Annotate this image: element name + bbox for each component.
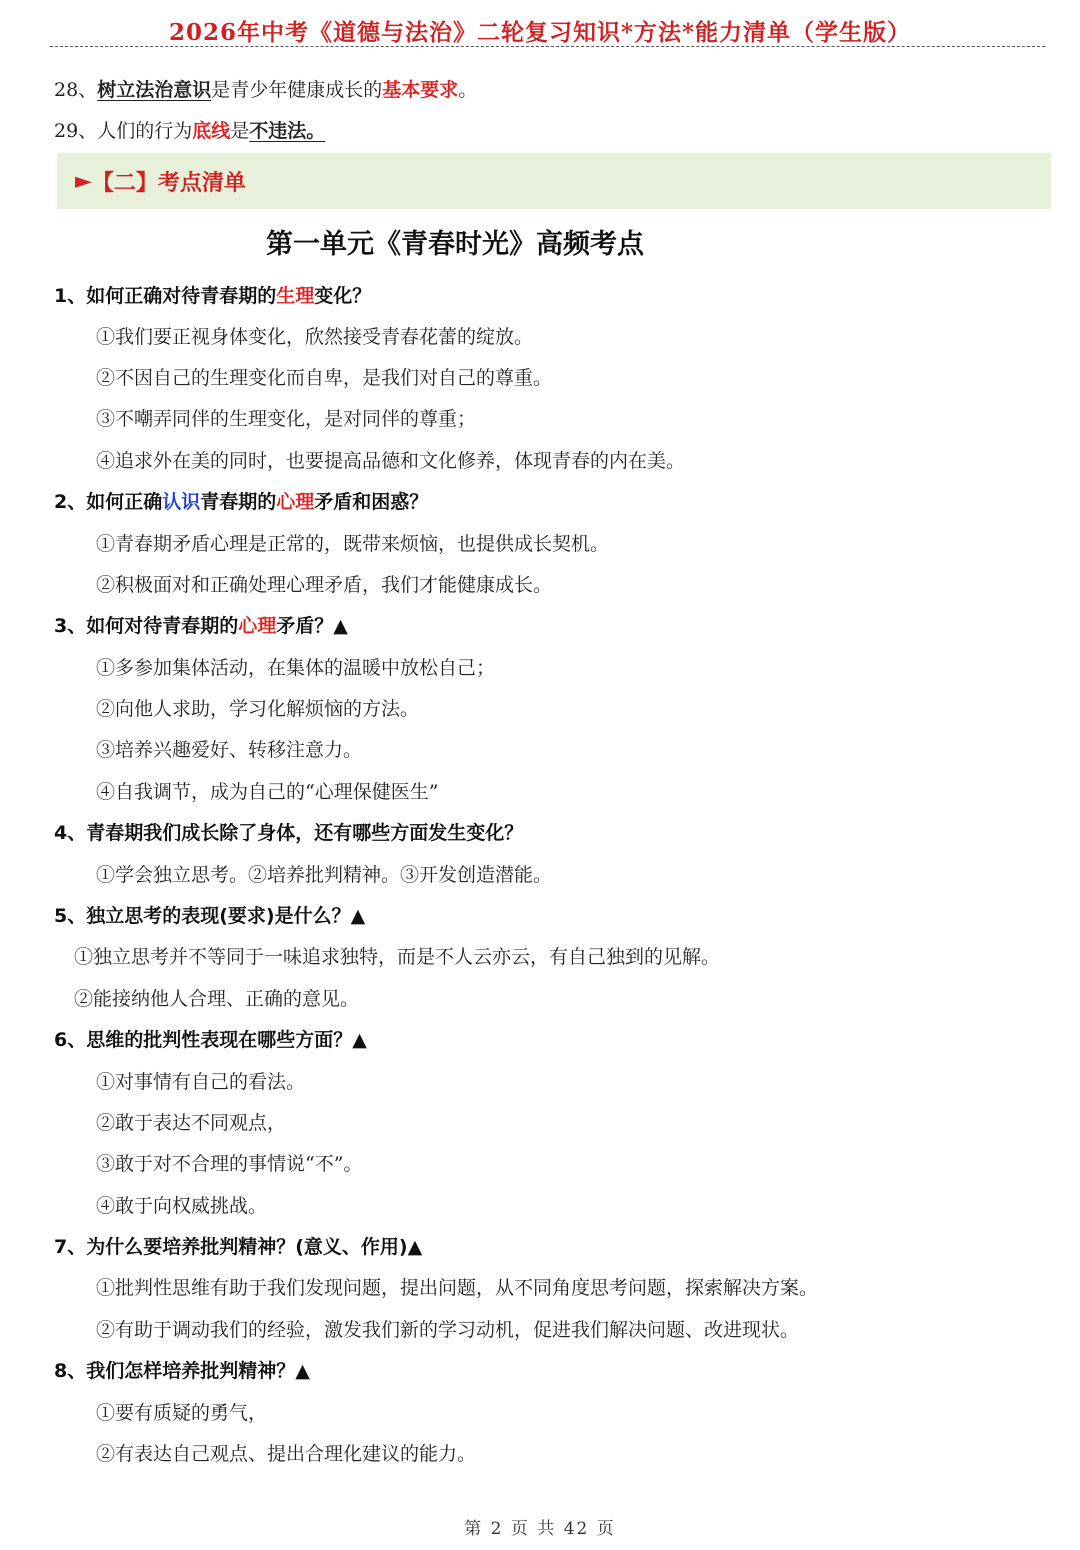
item-text: 人们的行为	[97, 120, 193, 142]
question-text: 1、如何正确对待青春期的	[54, 285, 277, 307]
question-keyword: 心理	[238, 615, 277, 637]
item-text: 。	[458, 79, 478, 101]
question-keyword: 心理	[276, 491, 315, 513]
question-5: 5、独立思考的表现(要求)是什么？▲	[54, 905, 366, 927]
question-text: 3、如何对待青春期的	[54, 615, 239, 637]
answer-item: ②敢于表达不同观点，	[96, 1112, 287, 1134]
answer-item: ③敢于对不合理的事情说“不”。	[96, 1153, 363, 1175]
answer-item: ①批判性思维有助于我们发现问题，提出问题，从不同角度思考问题，探索解决方案。	[96, 1277, 819, 1299]
question-text: 矛盾和困惑？	[314, 491, 429, 513]
list-item-28	[54, 75, 477, 102]
question-text: 矛盾？▲	[276, 615, 348, 637]
item-number: 28、	[54, 79, 98, 101]
answer-item: ②向他人求助，学习化解烦恼的方法。	[96, 698, 420, 720]
question-1	[54, 281, 371, 308]
answer-item: ④敢于向权威挑战。	[96, 1195, 268, 1217]
item-number: 29、	[54, 120, 98, 142]
underlined-term: 不违法。	[249, 120, 326, 142]
answer-item: ②能接纳他人合理、正确的意见。	[74, 988, 360, 1010]
answer-item: ①多参加集体活动，在集体的温暖中放松自己；	[96, 657, 496, 679]
question-keyword: 认识	[162, 491, 201, 513]
play-triangle-icon: ►	[75, 168, 92, 194]
question-7: 7、为什么要培养批判精神？(意义、作用)▲	[54, 1236, 423, 1258]
answer-item: ③培养兴趣爱好、转移注意力。	[96, 739, 363, 761]
answer-item: ①我们要正视身体变化，欣然接受青春花蕾的绽放。	[96, 326, 534, 348]
answer-item: ①青春期矛盾心理是正常的，既带来烦恼，也提供成长契机。	[96, 533, 610, 555]
highlight-term: 底线	[192, 120, 231, 142]
answer-item: ③不嘲弄同伴的生理变化，是对同伴的尊重；	[96, 408, 477, 430]
item-text: 是	[230, 120, 250, 142]
unit-title: 第一单元《青春时光》高频考点	[266, 229, 644, 260]
question-text: 变化？	[314, 285, 372, 307]
item-text: 是青少年健康成长的	[211, 79, 383, 101]
answer-item: ①独立思考并不等同于一味追求独特，而是不人云亦云，有自己独到的见解。	[74, 946, 721, 968]
answer-item: ②积极面对和正确处理心理矛盾，我们才能健康成长。	[96, 574, 553, 596]
question-4: 4、青春期我们成长除了身体，还有哪些方面发生变化？	[54, 822, 524, 844]
answer-item: ①要有质疑的勇气，	[96, 1402, 268, 1424]
answer-item: ①对事情有自己的看法。	[96, 1071, 306, 1093]
answer-item: ②有助于调动我们的经验，激发我们新的学习动机，促进我们解决问题、改进现状。	[96, 1319, 800, 1341]
question-3	[54, 611, 348, 638]
question-6: 6、思维的批判性表现在哪些方面？▲	[54, 1029, 367, 1051]
document-header: 2026年中考《道德与法治》二轮复习知识*方法*能力清单（学生版）	[168, 19, 912, 46]
header-divider	[50, 46, 1045, 47]
answer-item: ④追求外在美的同时，也要提高品德和文化修养，体现青春的内在美。	[96, 450, 686, 472]
question-text: 青春期的	[200, 491, 277, 513]
question-8: 8、我们怎样培养批判精神？▲	[54, 1360, 310, 1382]
answer-item: ①学会独立思考。②培养批判精神。③开发创造潜能。	[96, 864, 553, 886]
question-keyword: 生理	[276, 285, 315, 307]
list-item-29	[54, 116, 325, 143]
page-number: 第 2 页 共 42 页	[464, 1519, 616, 1539]
answer-item: ②不因自己的生理变化而自卑，是我们对自己的尊重。	[96, 367, 553, 389]
question-2	[54, 487, 428, 514]
section-banner	[57, 153, 1051, 209]
underlined-term: 树立法治意识	[97, 79, 212, 101]
section-title: 【二】考点清单	[91, 170, 246, 196]
highlight-term: 基本要求	[382, 79, 459, 101]
question-text: 2、如何正确	[54, 491, 163, 513]
answer-item: ④自我调节，成为自己的“心理保健医生”	[96, 781, 439, 803]
answer-item: ②有表达自己观点、提出合理化建议的能力。	[96, 1443, 477, 1465]
